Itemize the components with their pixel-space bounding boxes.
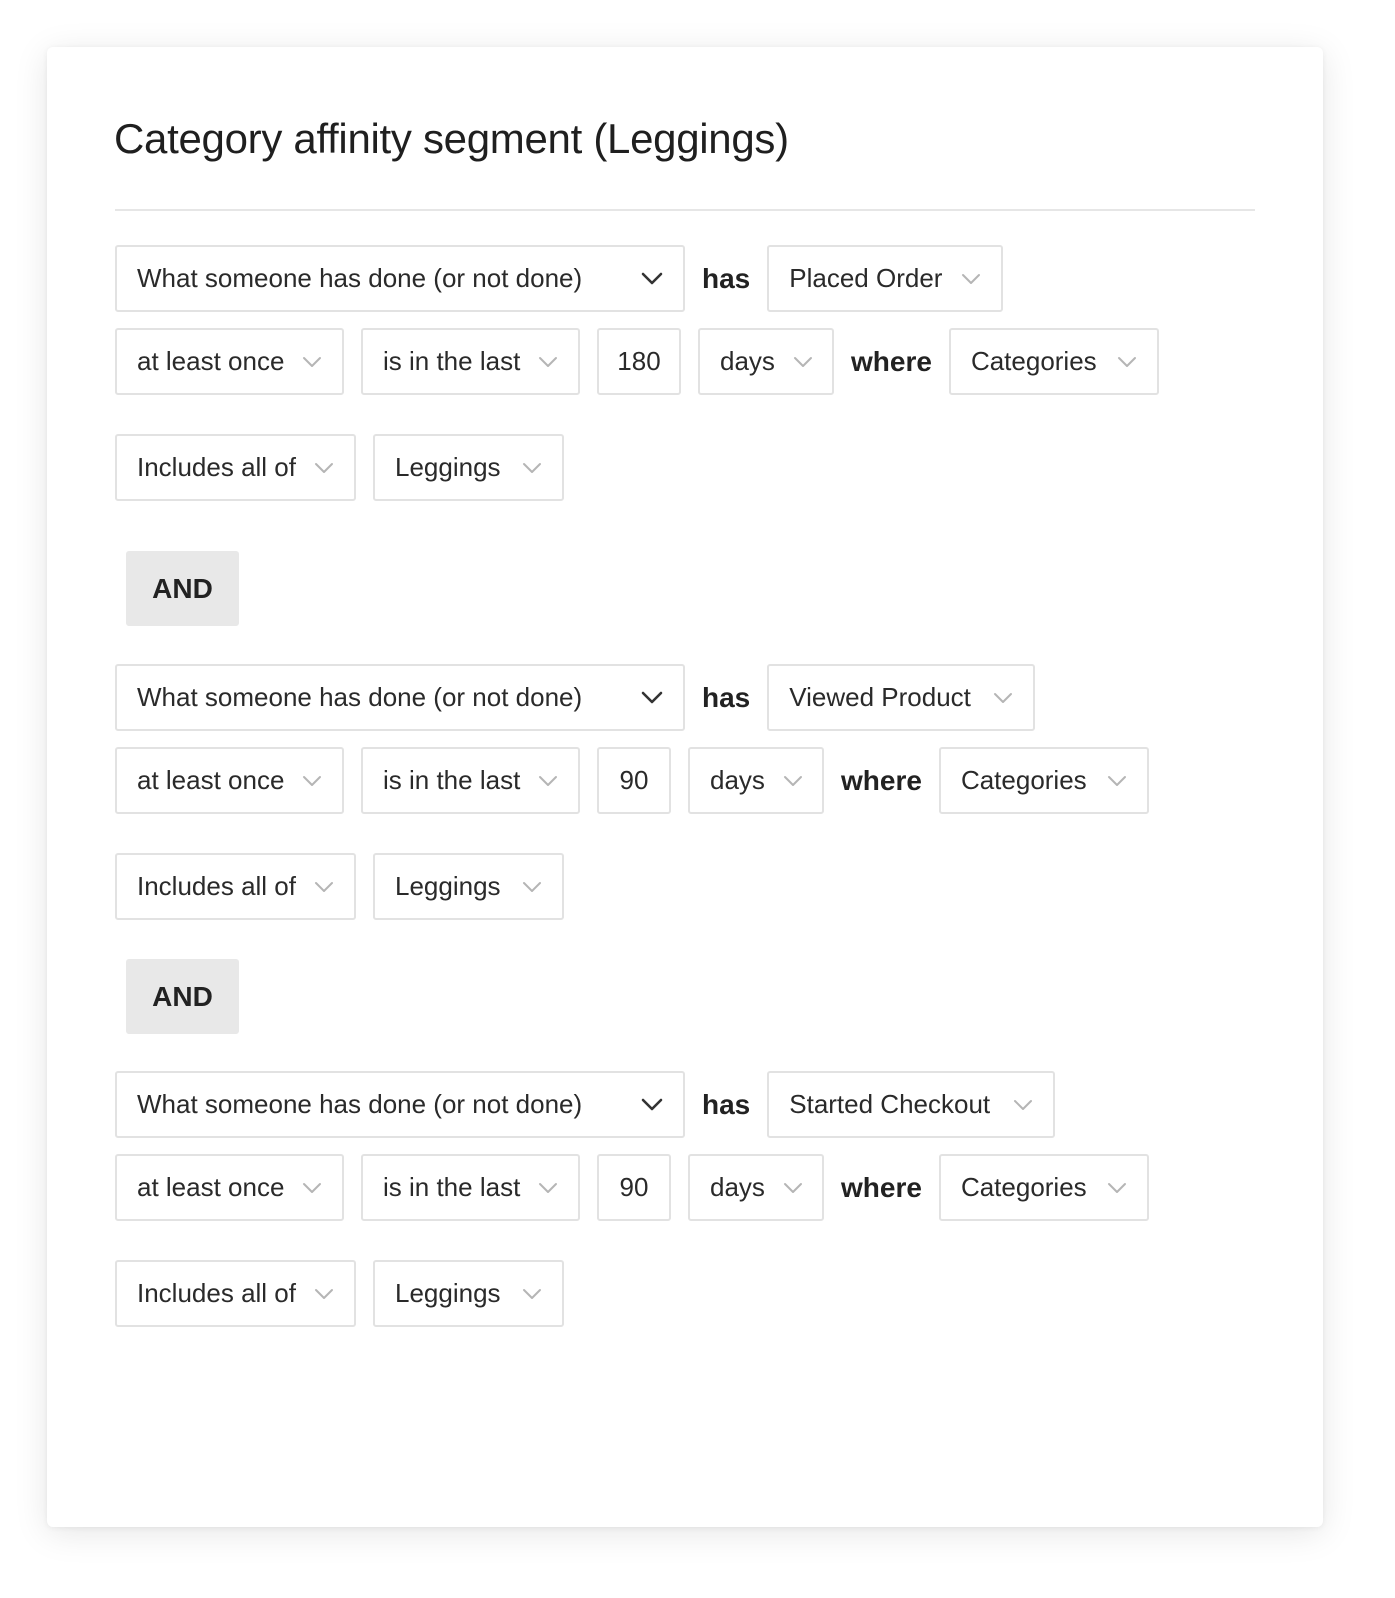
condition-type-label: What someone has done (or not done) <box>137 263 583 293</box>
condition-type-label: What someone has done (or not done) <box>137 682 583 712</box>
chevron-down-icon <box>641 1098 663 1112</box>
condition-3-row-3 <box>115 1260 581 1327</box>
chevron-down-icon <box>641 272 663 286</box>
chevron-down-icon <box>538 775 558 787</box>
condition-type-dropdown[interactable] <box>115 245 685 312</box>
unit-dropdown[interactable] <box>698 328 834 395</box>
timeframe-dropdown[interactable] <box>361 747 580 814</box>
property-dropdown[interactable] <box>949 328 1159 395</box>
chevron-down-icon <box>522 1288 542 1300</box>
condition-1-row-3 <box>115 434 581 501</box>
metric-label: Viewed Product <box>789 682 971 712</box>
property-dropdown[interactable] <box>939 747 1149 814</box>
timeframe-label: is in the last <box>383 1172 521 1202</box>
frequency-dropdown[interactable] <box>115 747 344 814</box>
property-label: Categories <box>970 346 1097 376</box>
chevron-down-icon <box>1013 1099 1033 1111</box>
condition-2-row-2 <box>115 747 1166 814</box>
metric-label: Placed Order <box>789 263 943 293</box>
chevron-down-icon <box>993 692 1013 704</box>
condition-2-row-3 <box>115 853 581 920</box>
operator-dropdown[interactable] <box>115 1260 356 1327</box>
chevron-down-icon <box>641 691 663 705</box>
chevron-down-icon <box>314 881 334 893</box>
condition-type-dropdown[interactable] <box>115 664 685 731</box>
chevron-down-icon <box>538 1182 558 1194</box>
metric-dropdown[interactable] <box>767 245 1003 312</box>
operator-dropdown[interactable] <box>115 434 356 501</box>
unit-label: days <box>720 346 775 376</box>
operator-label: Includes all of <box>137 871 296 901</box>
chevron-down-icon <box>793 356 813 368</box>
timeframe-dropdown[interactable] <box>361 1154 580 1221</box>
property-label: Categories <box>960 1172 1087 1202</box>
value-label: Leggings <box>395 452 501 482</box>
has-label: has <box>702 1088 751 1120</box>
metric-dropdown[interactable] <box>767 1071 1055 1138</box>
chevron-down-icon <box>538 356 558 368</box>
value-dropdown[interactable] <box>373 434 564 501</box>
chevron-down-icon <box>783 775 803 787</box>
and-button[interactable]: AND <box>126 959 239 1034</box>
chevron-down-icon <box>1117 356 1137 368</box>
condition-type-dropdown[interactable] <box>115 1071 685 1138</box>
timeframe-dropdown[interactable] <box>361 328 580 395</box>
page-title: Category affinity segment (Leggings) <box>114 115 789 162</box>
chevron-down-icon <box>522 881 542 893</box>
chevron-down-icon <box>1107 775 1127 787</box>
value-dropdown[interactable] <box>373 1260 564 1327</box>
where-label: where <box>841 764 922 796</box>
value-label: Leggings <box>395 1278 501 1308</box>
timeframe-label: is in the last <box>383 765 521 795</box>
value-dropdown[interactable] <box>373 853 564 920</box>
condition-3-row-2 <box>115 1154 1166 1221</box>
title-divider <box>115 209 1255 211</box>
property-dropdown[interactable] <box>939 1154 1149 1221</box>
has-label: has <box>702 262 751 294</box>
where-label: where <box>841 1171 922 1203</box>
chevron-down-icon <box>522 462 542 474</box>
chevron-down-icon <box>314 1288 334 1300</box>
unit-dropdown[interactable] <box>688 1154 824 1221</box>
chevron-down-icon <box>961 273 981 285</box>
operator-dropdown[interactable] <box>115 853 356 920</box>
amount-input[interactable]: 90 <box>597 1154 671 1221</box>
chevron-down-icon <box>302 356 322 368</box>
chevron-down-icon <box>302 775 322 787</box>
operator-label: Includes all of <box>137 1278 296 1308</box>
chevron-down-icon <box>1107 1182 1127 1194</box>
segment-card <box>47 47 1323 1527</box>
frequency-label: at least once <box>137 346 285 376</box>
metric-label: Started Checkout <box>789 1089 991 1119</box>
chevron-down-icon <box>783 1182 803 1194</box>
unit-dropdown[interactable] <box>688 747 824 814</box>
chevron-down-icon <box>314 462 334 474</box>
metric-dropdown[interactable] <box>767 664 1035 731</box>
condition-type-label: What someone has done (or not done) <box>137 1089 583 1119</box>
frequency-dropdown[interactable] <box>115 328 344 395</box>
unit-label: days <box>710 765 765 795</box>
condition-1-row-1 <box>115 245 1020 312</box>
frequency-label: at least once <box>137 1172 285 1202</box>
value-label: Leggings <box>395 871 501 901</box>
amount-input[interactable]: 90 <box>597 747 671 814</box>
condition-1-row-2 <box>115 328 1176 395</box>
property-label: Categories <box>960 765 1087 795</box>
condition-2-row-1 <box>115 664 1052 731</box>
has-label: has <box>702 681 751 713</box>
where-label: where <box>851 345 932 377</box>
and-button[interactable]: AND <box>126 551 239 626</box>
chevron-down-icon <box>302 1182 322 1194</box>
frequency-label: at least once <box>137 765 285 795</box>
unit-label: days <box>710 1172 765 1202</box>
operator-label: Includes all of <box>137 452 296 482</box>
condition-3-row-1 <box>115 1071 1072 1138</box>
frequency-dropdown[interactable] <box>115 1154 344 1221</box>
timeframe-label: is in the last <box>383 346 521 376</box>
amount-input[interactable]: 180 <box>597 328 681 395</box>
